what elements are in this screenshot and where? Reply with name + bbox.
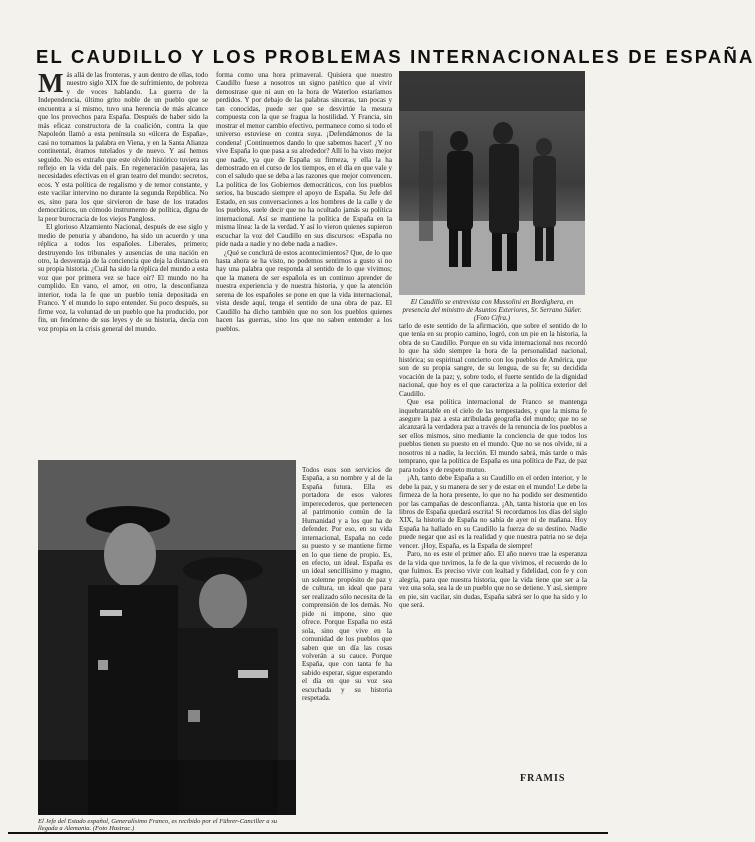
article-column-2-lower [302, 466, 392, 816]
article-paragraph: ¿Qué se conclurá de estos acontecimientos? Que, de lo que hasta ahora se ha visto, no podemos sentirnos a gusto si no hay una palabra que responda al sentido de lo que vivimos; que la manera de ser española es un continuo aprender de nuestra experiencia y de nuestra historia, y que la atención serena de los españoles se pone en que la vida internacional, vista desde aquí, tenga el sentido de una obra de paz. El Caudillo ha dicho también que no son los pueblos quienes hacen las guerras, sino los que no saben entender a los pueblos. [216, 248, 392, 333]
photo-caption: El Jefe del Estado español, Generalísimo Franco, es recibido por el Führer-Canciller a su llegada a Alemania. (Foto Hastrac.) [38, 818, 278, 833]
page-title: EL CAUDILLO Y LOS PROBLEMAS INTERNACIONALES DE ESPAÑA [36, 46, 755, 67]
article-paragraph: ás allá de las fronteras, y aun dentro de ellas, todo nuestro siglo XIX fue de sufrimiento, de pobreza y de voces hablando. La guerra de la Independencia, último grito noble de un pueblo que se encuentra a sí mismo, tuvo una herencia de más alcance que los provechos para España. Después de haber sido la más eficaz constructora de la coalición, contra la que Napoleón llamó a esta península su «úlcera de España», casi no tomamos la palabra en Viena, y en la Santa Alianza continental, éramos tutelados y de nuevo. Y así hemos seguido. No es extraño que este olvido histórico tuviera su reflejo en la vida del país. En regeneración pasajera, las necesidades efectivas en el gran teatro del mundo: secretos, ecos. Y esta política de regalismo y de temor constante, y este vacilar intervino no durante la segunda República. No es, sino para los que sirvieron de base de los tratados democráticos, un cómodo instrumento de política, digna de la peor burocracia de los viejos Pangloss. [38, 71, 208, 223]
photo-franco-fuhrer [38, 460, 296, 815]
divider [8, 832, 608, 834]
author-signature: FRAMIS [520, 773, 566, 784]
article-paragraph: El glorioso Alzamiento Nacional, después de ese siglo y medio de penuria y abandono, ha sido un acuerdo y una réplica a todos los españoles. Liberales, primero; destruyendo los tribunales y ausencias de una nación en otro, la desventaja de la conciencia que deja la distancia en su propia historia. ¿Cuál ha sido la réplica del mundo a esta voz que por primera vez se hace oír? El mundo no ha cumplido. En vano, el amor, en otro, la desconfianza interior, toda la fe que un pueblo tenía depositada en Franco. Y el mundo lo supo entender. Su poco después, su firme voz, la voluntad de un pueblo que ha producido, por fin, un fenómeno de sus leyes y de su historia, decía con voz propia en la crisis general del mundo. [38, 223, 208, 333]
article-paragraph: forma como una hora primaveral. Quisiera que nuestro Caudillo fuese a nosotros un signo patético que al vivir demostrase que ni aun en la hora de Waterloo estaríamos perdidos. Y por debajo de las palabras sinceras, tan pocas y tan conocidas, puede ser que se desvirtúe la mesura compuesta con la que se fragua la hostilidad. Y Francia, sin mostrar el menor cambio efectivo, permanece como si todo el universo estuviese en contra suya. ¡Defendámonos de la condena! ¡Continuemos dando lo que sabemos hacer! ¿Y no vive España lo que pasa a su alrededor? Allí lo ha visto mejor que nadie, ya que de España su firmeza, y ella la ha demostrado en el curso de los tiempos, en el día en que vale y con el saludo que se deba a las razones que mejor convencen. La política de los Gobiernos democráticos, con los pueblos serios, ha buscado siempre el apoyo de España. Su Jefe del Estado, en sus conversaciones a los hombres de la calle y de los pueblos, suele decir que no ha ocultado jamás su política internacional. Así se mantiene la política de España en la misma línea: la de la verdad. Y así lo vieron quienes supieron escuchar la voz del Caudillo en sus discursos: «España no pide nada a nadie y no debe nada a nadie». [216, 71, 392, 249]
photo-caption: El Caudillo se entrevista con Mussolini en Bordighera, en presencia del ministro de Asuntos Exteriores, Sr. Serrano Súñer. (Foto Cifra.) [402, 298, 582, 322]
photo-caudillo-mussolini [399, 71, 585, 295]
article-paragraph: Todos esos son servicios de España, a su nombre y al de la España futura. Ella es portadora de esos valores imperecederos, que pertenecen al patrimonio común de la Humanidad y a los que ha de defender. Por eso, en su vida internacional, España no cede su puesto y se mantiene firme en lo que tiene de propio. Es, en efecto, un ideal. España es un ideal sencillísimo y magno, un solemne propósito de paz y de cultura, un ideal que para ser realizado sólo necesita de la comprensión de los demás. No pide ni impone, sino que ofrece. Porque España no está sola, sino que vive en la comunidad de los pueblos que saben que un día las cosas volverán a su cauce. Porque España, que con tanta fe ha sabido esperar, sigue esperando el día en que su voz sea escuchada y su historia respetada. [302, 466, 392, 703]
article-paragraph: tarlo de este sentido de la afirmación, que sobre el sentido de lo que tenía en su propio camino, logró, con un pie en la historia, la obra de su Caudillo. Porque en su vida internacional nos recordó lo que ha sido siempre la hora de la personalidad nacional, histórica; su espiritual concierto con los pueblos de América, que son de su propia sangre, de su lengua, de su fe; su decidida vocación de la paz; y, sobre todo, el fuerte sentido de la dignidad nacional, que hoy es el que caracteriza a la política exterior del Caudillo. [399, 322, 587, 398]
drop-cap: M [38, 68, 64, 98]
article-column-1 [38, 68, 208, 456]
article-column-3 [399, 322, 587, 768]
article-paragraph: ¡Ah, tanto debe España a su Caudillo en el orden interior, y le debe la paz, y su manera de ser y de estar en el mundo! Le debe la firmeza de la hora presente, lo que no ha podido ser desmentido por las campañas de desconfianza. ¡Ah, tanta historia que en los libros de España quedará escrita! Si recordamos los días del siglo XIX, la historia de España no sabía de ayer ni de mañana. Hoy España ha hallado en su Caudillo la fuerza de su destino. Nadie puede negar que así es la realidad y que nuestra patria no se deja vencer. ¡Hoy, España, es la España de siempre! [399, 474, 587, 550]
article-column-2-upper [216, 71, 392, 461]
article-paragraph: Que esa política internacional de Franco se mantenga inquebrantable en el cielo de las tempestades, y que la misma fe asegure la paz a esta atribulada geografía del mundo; que no se alcanzará la verdadera paz a través de la renuncia de los pueblos a ser ellos mismos, sino mediante la conciencia de que todos los pueblos tienen su puesto en el mundo. Que no se nos olvide, ni a nosotros ni a nadie, la lección. El mundo sabrá, más tarde o más temprano, que la política de España es una política de Paz, de paz para todos y de respeto mutuo. [399, 398, 587, 474]
article-paragraph: Paro, no es este el primer año. El año nuevo trae la esperanza de la vida que tuvimos, la fe de la que vivimos, el recuerdo de lo que fuimos. Es preciso vivir con lealtad y fidelidad, con fe y con alegría, para que nuestra historia, que la vida tiene que ser a la vez una sola, sea la de un pueblo que no se detiene. Y así, siempre en pie, sin vacilar, sin dudas, España sabrá ser lo que ha sido y lo que será. [399, 550, 587, 609]
